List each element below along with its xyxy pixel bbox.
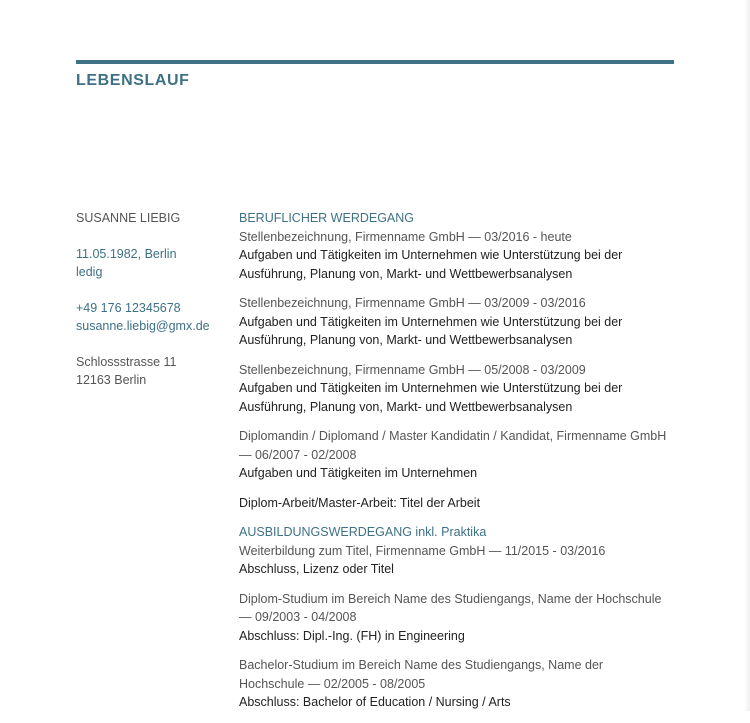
career-entry xyxy=(239,361,669,417)
career-entry xyxy=(239,228,669,284)
education-entry-desc: Abschluss, Lizenz oder Titel xyxy=(239,562,394,576)
education-heading: AUSBILDUNGSWERDEGANG inkl. Praktika xyxy=(239,525,487,539)
education-entry-desc: Abschluss: Dipl.-Ing. (FH) in Engineering xyxy=(239,628,465,643)
address xyxy=(76,353,236,389)
career-entry-desc: Aufgaben und Tätigkeiten im Unternehmen wie Unterstützung bei der Ausführung, Planung von, Markt- und Wettbewerbsanalysen xyxy=(239,314,623,347)
career-entry xyxy=(239,427,669,483)
address-city: 12163 Berlin xyxy=(76,373,147,387)
career-entry-title: Stellenbezeichnung, Firmenname GmbH — 03/2009 - 03/2016 xyxy=(239,296,586,310)
education-entry-title: Weiterbildung zum Titel, Firmenname GmbH — 11/2015 - 03/2016 xyxy=(239,543,606,558)
email-address[interactable]: susanne.liebig@gmx.de xyxy=(76,319,210,333)
career-entry-desc: Aufgaben und Tätigkeiten im Unternehmen wie Unterstützung bei der Ausführung, Planung von, Markt- und Wettbewerbsanalysen xyxy=(239,248,623,281)
education-entry xyxy=(239,542,669,579)
career-entry-desc: Aufgaben und Tätigkeiten im Unternehmen wie Unterstützung bei der Ausführung, Planung von, Markt- und Wettbewerbsanalysen xyxy=(239,381,623,414)
phone-number[interactable]: +49 176 12345678 xyxy=(76,301,181,315)
education-entry-title: Bachelor-Studium im Bereich Name des Studiengangs, Name der Hochschule — 02/2005 - 08/2005 xyxy=(239,658,604,691)
education-entry-title: Diplom-Studium im Bereich Name des Studiengangs, Name der Hochschule — 09/2003 - 04/2008 xyxy=(239,591,662,624)
birth-info: 11.05.1982, Berlin xyxy=(76,247,177,261)
career-entry-title: Stellenbezeichnung, Firmenname GmbH — 03/2016 - heute xyxy=(239,229,572,244)
contact-details xyxy=(76,299,236,335)
personal-info-column xyxy=(76,209,236,407)
career-entry-title: Diplomandin / Diplomand / Master Kandidatin / Kandidat, Firmenname GmbH — 06/2007 - 02/2008 xyxy=(239,429,667,462)
career-entry-title: Stellenbezeichnung, Firmenname GmbH — 05/2008 - 03/2009 xyxy=(239,362,586,377)
page-edge-shadow xyxy=(744,0,750,711)
career-heading: BERUFLICHER WERDEGANG xyxy=(239,211,415,225)
cv-main-column xyxy=(239,209,669,723)
career-entry-desc: Aufgaben und Tätigkeiten im Unternehmen xyxy=(239,466,478,480)
education-entry xyxy=(239,656,669,712)
person-name: SUSANNE LIEBIG xyxy=(76,211,181,225)
education-entry xyxy=(239,590,669,646)
career-entry xyxy=(239,294,669,350)
marital-status: ledig xyxy=(76,265,103,279)
education-entry-desc: Abschluss: Bachelor of Education / Nursing / Arts xyxy=(239,695,511,709)
thesis-note: Diplom-Arbeit/Master-Arbeit: Titel der Arbeit xyxy=(239,495,481,510)
address-street: Schlossstrasse 11 xyxy=(76,355,177,369)
header-rule xyxy=(76,60,674,64)
personal-details xyxy=(76,245,236,281)
document-title: LEBENSLAUF xyxy=(76,72,190,89)
